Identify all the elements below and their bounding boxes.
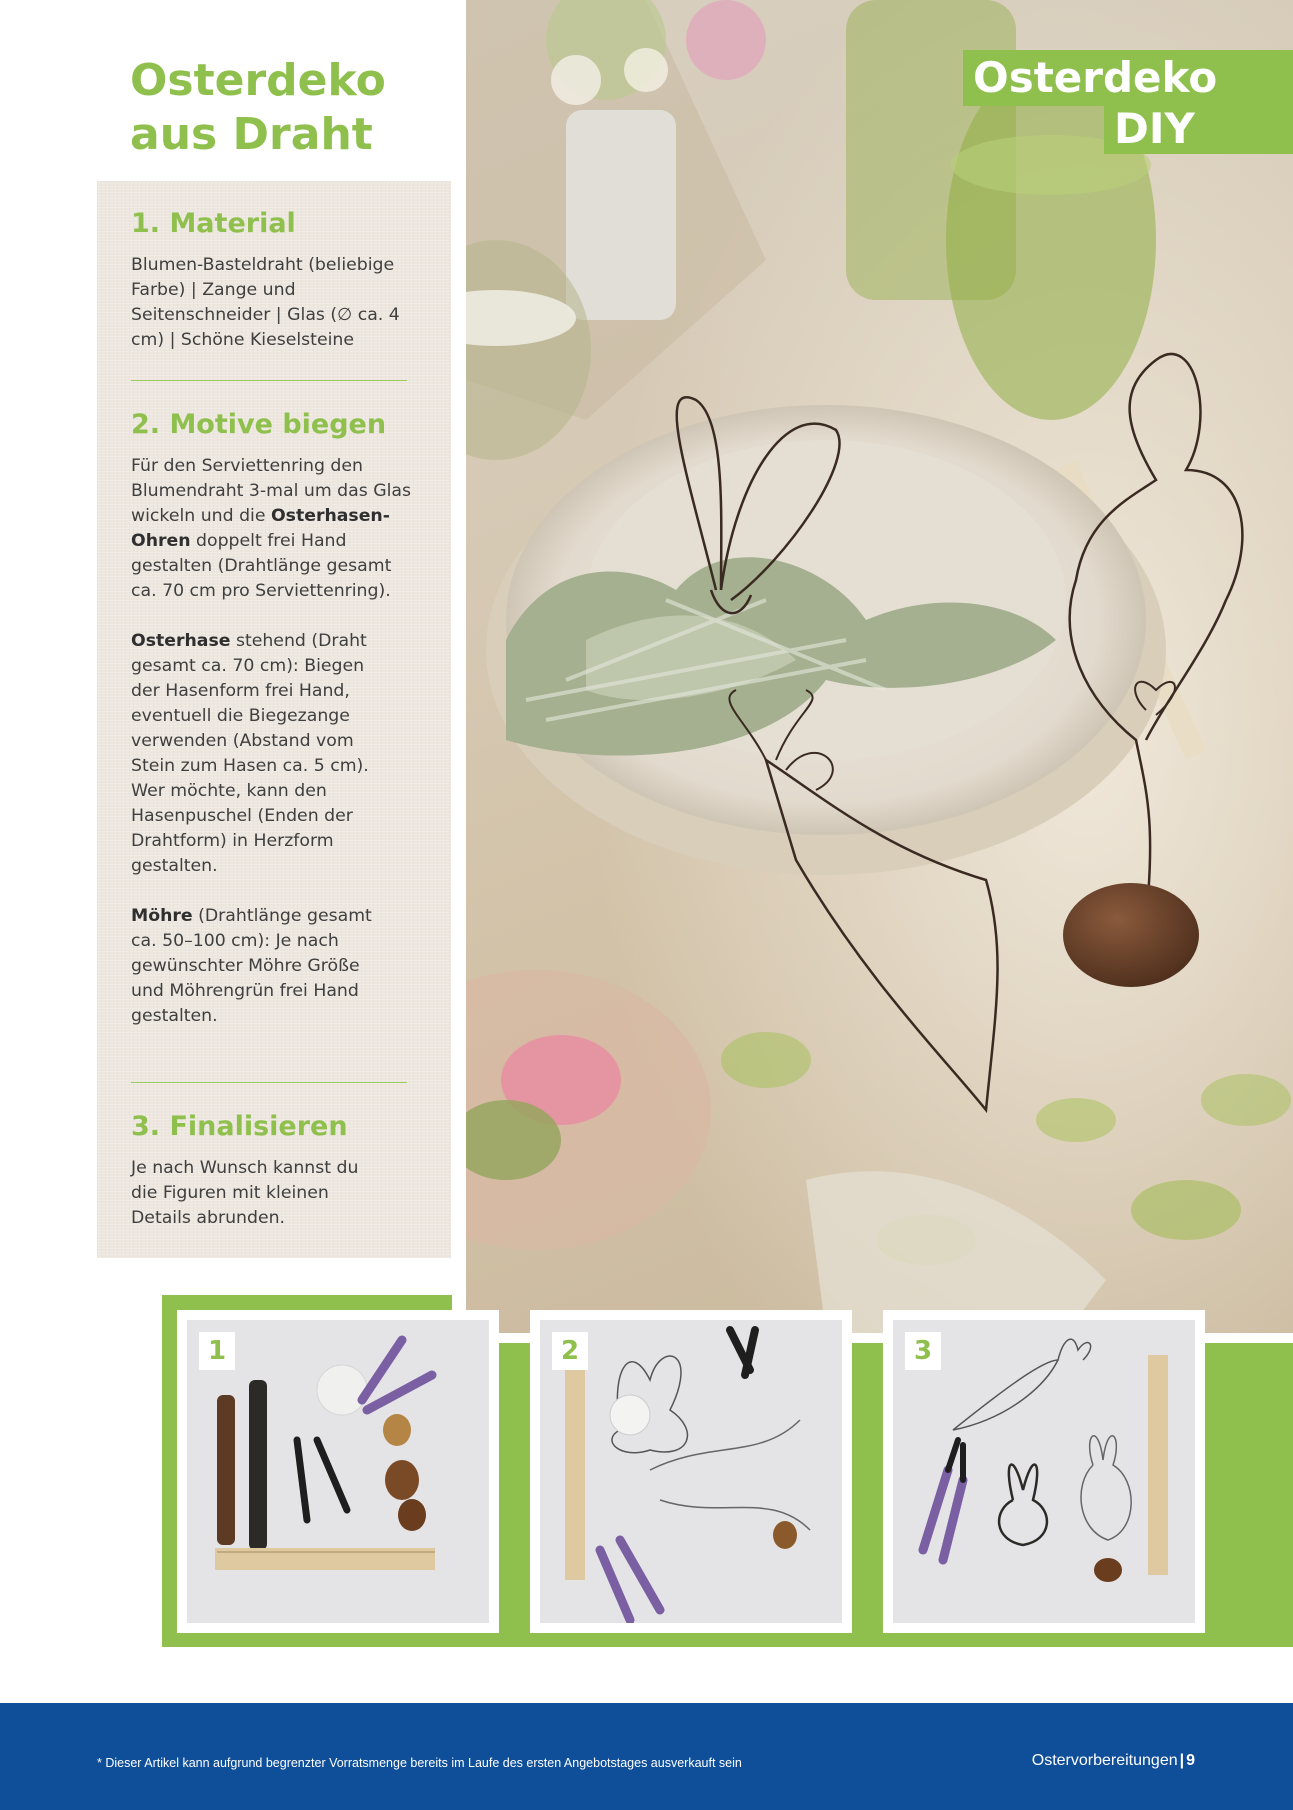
footer-footnote: * Dieser Artikel kann aufgrund begrenzter Vorratsmenge bereits im Laufe des ersten Angebotstages ausverkauft sein <box>97 1756 742 1770</box>
page-number: 9 <box>1186 1752 1195 1769</box>
section-finalisieren <box>131 1110 451 1231</box>
section-heading-material: 1. Material <box>131 208 296 239</box>
step-photo-bending <box>540 1320 842 1623</box>
section-divider <box>131 380 407 381</box>
section-heading-finalisieren: 3. Finalisieren <box>131 1111 348 1142</box>
motive-paragraph-2: Osterhase stehend (Draht gesamt ca. 70 cm): Biegen der Hasenform frei Hand, eventuell die Biegezange verwenden (Abstand vom Stein zum Hasen ca. 5 cm). Wer möchte, kann den Hasenpuschel (Enden der Drahtform) in Herzform gestalten. <box>131 631 369 876</box>
page-title-line1: Osterdeko <box>130 55 386 106</box>
footer-separator: | <box>1179 1752 1185 1769</box>
page-title-line2: aus Draht <box>130 109 373 160</box>
step-photo-finished <box>893 1320 1195 1623</box>
motive-paragraph-3: Möhre (Drahtlänge gesamt ca. 50–100 cm): Je nach gewünschter Möhre Größe und Möhrengrün frei Hand gestalten. <box>131 906 372 1026</box>
step-photo-1 <box>177 1310 499 1633</box>
instructions-panel <box>97 181 451 1258</box>
step-number: 3 <box>905 1332 941 1370</box>
footer-page-label <box>1032 1752 1195 1770</box>
finalisieren-text: Je nach Wunsch kannst du die Figuren mit kleinen Details abrunden. <box>131 1158 359 1228</box>
section-divider <box>131 1082 407 1083</box>
step-number: 1 <box>199 1332 235 1370</box>
bold-osterhasen-ohren: Osterhasen-Ohren <box>131 506 390 551</box>
step-number: 2 <box>552 1332 588 1370</box>
section-heading-motive: 2. Motive biegen <box>131 409 387 440</box>
page-title <box>130 54 460 162</box>
bold-osterhase: Osterhase <box>131 631 231 651</box>
motive-paragraph-1: Für den Serviettenring den Blumendraht 3-mal um das Glas wickeln und die Osterhasen-Ohren doppelt frei Hand gestalten (Drahtlänge gesamt ca. 70 cm pro Serviettenring). <box>131 456 411 601</box>
material-text: Blumen-Basteldraht (beliebige Farbe) | Zange und Seitenschneider | Glas (∅ ca. 4 cm) | Schöne Kieselsteine <box>131 255 400 350</box>
footer-bar <box>0 1703 1293 1810</box>
footer-section-name: Ostervorbereitungen <box>1031 1752 1178 1769</box>
step-photo-3 <box>883 1310 1205 1633</box>
bold-moehre: Möhre <box>131 906 193 926</box>
step-photo-materials <box>187 1320 489 1623</box>
badge-osterdeko: Osterdeko <box>963 50 1293 106</box>
step-photo-2 <box>530 1310 852 1633</box>
hero-photo-table-setting <box>466 0 1293 1333</box>
badge-diy: DIY <box>1104 104 1293 154</box>
section-material <box>131 207 451 353</box>
section-motive <box>131 408 451 1029</box>
